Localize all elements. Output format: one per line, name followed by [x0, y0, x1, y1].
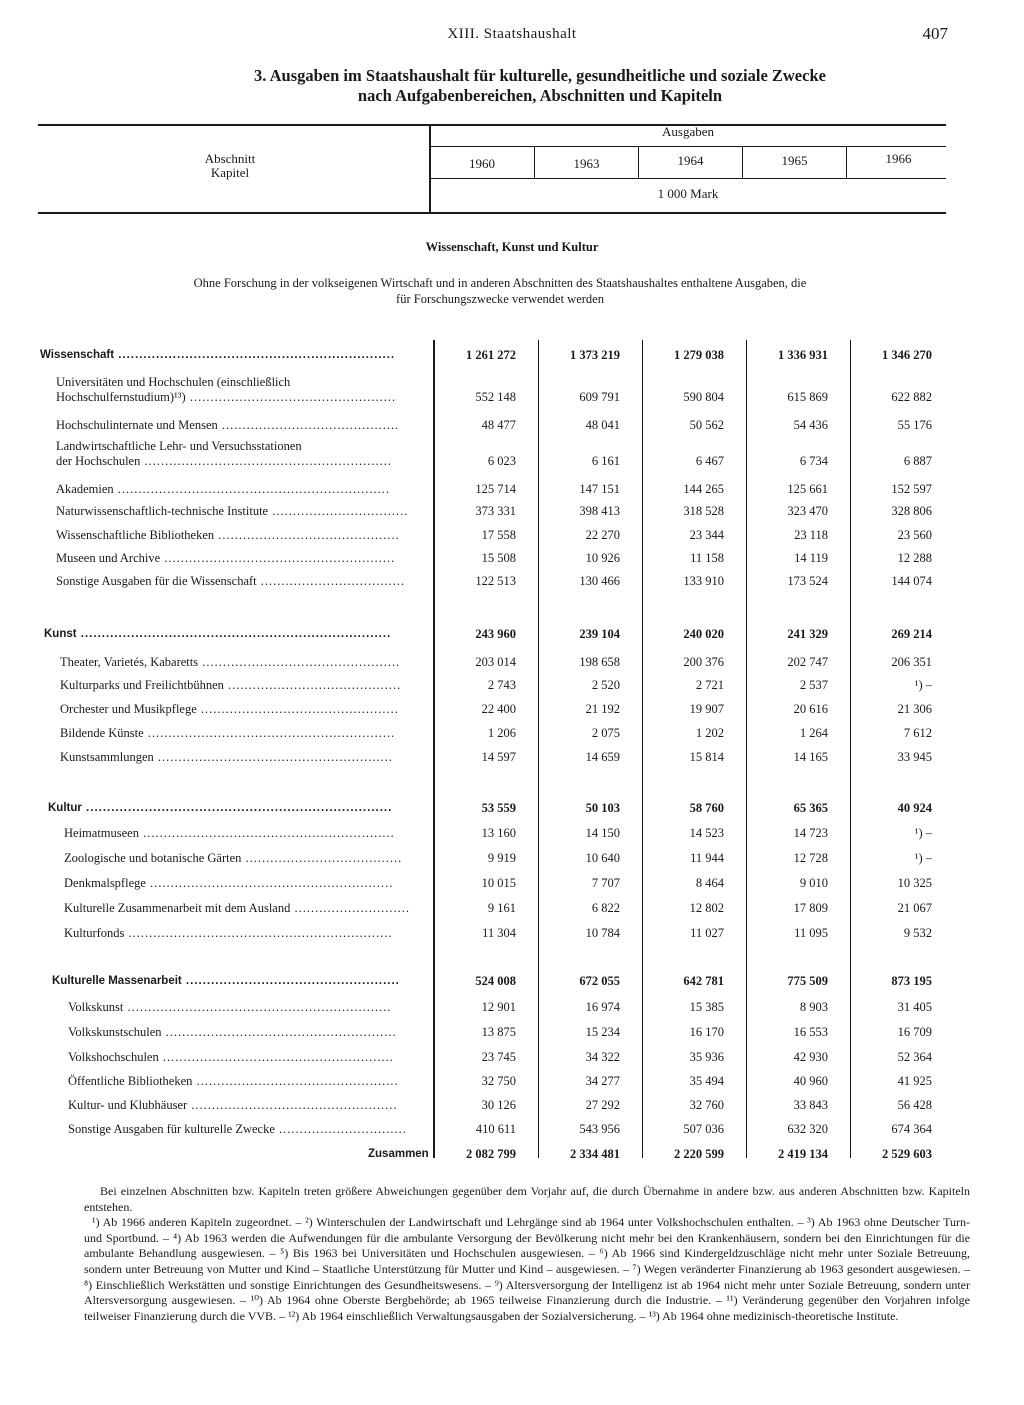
- value-cell: ¹) –: [914, 678, 932, 692]
- row-label-text: Kulturelle Massenarbeit: [52, 975, 182, 987]
- value-cell: 12 802: [689, 901, 724, 915]
- value-cell: 775 509: [787, 974, 828, 988]
- value-cell: 203 014: [475, 655, 516, 669]
- value-cell: 200 376: [683, 655, 724, 669]
- leader-dots: ......................................: [241, 851, 403, 865]
- value-cell: 11 158: [690, 551, 724, 565]
- value-cell: 56 428: [897, 1098, 932, 1112]
- section-note-line-1: Ohne Forschung in der volkseigenen Wirtschaft und in anderen Abschnitten des Staatshaushaltes enthaltene Ausgaben, die: [193, 276, 807, 290]
- value-cell: 239 104: [579, 627, 620, 641]
- value-cell: 609 791: [579, 390, 620, 404]
- row-label-text: Heimatmuseen: [64, 826, 139, 840]
- value-cell: 23 745: [481, 1050, 516, 1064]
- table-row: [0, 375, 1024, 404]
- value-cell: 632 320: [787, 1122, 828, 1136]
- table-row-subtotal: [0, 344, 1024, 366]
- value-cell: 524 008: [475, 974, 516, 988]
- value-cell: 6 734: [799, 454, 828, 468]
- row-label-text: Sonstige Ausgaben für die Wissenschaft: [56, 574, 257, 588]
- value-cell: 32 760: [689, 1098, 724, 1112]
- value-cell: 14 597: [481, 750, 516, 764]
- value-cell: 240 020: [683, 627, 724, 641]
- value-cell: 672 055: [579, 974, 620, 988]
- leader-dots: .............................................................: [138, 826, 395, 840]
- value-cell: 14 165: [793, 750, 828, 764]
- row-label-text: Kulturparks und Freilichtbühnen: [60, 678, 224, 692]
- value-cell: 6 161: [591, 454, 620, 468]
- leader-dots: ............................................: [214, 528, 400, 542]
- row-label: [64, 876, 393, 891]
- value-cell: 323 470: [787, 504, 828, 518]
- value-cell: 198 658: [579, 655, 620, 669]
- value-cell: 6 822: [591, 901, 620, 915]
- group-rule: [430, 146, 946, 147]
- value-cell: 410 611: [475, 1122, 516, 1136]
- table-row-subtotal: [0, 623, 1024, 645]
- value-cell: 7 612: [903, 726, 932, 740]
- value-cell: 147 151: [579, 482, 620, 496]
- value-cell: 1 264: [799, 726, 828, 740]
- value-cell: 2 537: [799, 678, 828, 692]
- value-cell: 14 523: [689, 826, 724, 840]
- value-cell: 15 814: [689, 750, 724, 764]
- row-label-text: Wissenschaftliche Bibliotheken: [56, 528, 215, 542]
- value-cell: 31 405: [897, 1000, 932, 1014]
- value-cell: 17 809: [793, 901, 828, 915]
- value-cell: 11 304: [482, 926, 516, 940]
- table-title-line-1: 3. Ausgaben im Staatshaushalt für kulturelle, gesundheitliche und soziale Zwecke: [254, 66, 826, 85]
- value-cell: 15 385: [689, 1000, 724, 1014]
- row-label: [56, 574, 405, 589]
- row-label-text: Kultur- und Klubhäuser: [68, 1098, 188, 1112]
- value-cell: 34 277: [585, 1074, 620, 1088]
- value-cell: 9 532: [903, 926, 932, 940]
- value-cell: 674 364: [891, 1122, 932, 1136]
- table-row: [0, 847, 1024, 869]
- value-cell: 2 334 481: [570, 1147, 620, 1161]
- value-cell: 40 960: [793, 1074, 828, 1088]
- table-row: [0, 996, 1024, 1018]
- year-heading: 1966: [885, 151, 912, 166]
- leader-dots: ...................................................: [181, 975, 400, 987]
- table-row: [0, 722, 1024, 744]
- row-label-text: Öffentliche Bibliotheken: [68, 1074, 193, 1088]
- value-cell: 35 494: [689, 1074, 724, 1088]
- row-label: [52, 974, 400, 989]
- value-cell: 1 373 219: [570, 348, 620, 362]
- row-label-text: Museen und Archive: [56, 551, 161, 565]
- value-cell: 16 709: [897, 1025, 932, 1039]
- value-cell: 398 413: [579, 504, 620, 518]
- value-cell: 33 843: [793, 1098, 828, 1112]
- value-cell: 23 560: [897, 528, 932, 542]
- value-cell: 14 659: [585, 750, 620, 764]
- value-cell: 873 195: [891, 974, 932, 988]
- row-label-text: Kulturfonds: [64, 926, 125, 940]
- unit-heading: 1 000 Mark: [657, 186, 719, 201]
- leader-dots: ................................................: [196, 702, 399, 716]
- row-label-text: Hochschulinternate und Mensen: [56, 418, 218, 432]
- value-cell: 23 344: [689, 528, 724, 542]
- row-label: [64, 851, 402, 866]
- row-label: [60, 702, 399, 717]
- value-cell: 622 882: [891, 390, 932, 404]
- value-cell: 53 559: [481, 801, 516, 815]
- value-cell: ¹) –: [914, 851, 932, 865]
- row-label-text: Zoologische und botanische Gärten: [64, 851, 242, 865]
- header-bottom-rule: [38, 212, 946, 214]
- table-row: [0, 414, 1024, 436]
- row-label-text: Denkmalspflege: [64, 876, 146, 890]
- leader-dots: ........................................................: [160, 551, 396, 565]
- running-title: XIII. Staatshaushalt: [447, 26, 577, 42]
- value-cell: 21 306: [897, 702, 932, 716]
- row-label: [68, 1025, 397, 1040]
- table-row: [0, 698, 1024, 720]
- value-cell: 30 126: [481, 1098, 516, 1112]
- value-cell: 35 936: [689, 1050, 724, 1064]
- value-cell: 122 513: [475, 574, 516, 588]
- value-cell: 10 926: [585, 551, 620, 565]
- value-cell: 8 464: [695, 876, 724, 890]
- row-label-text: Zusammen: [368, 1148, 429, 1160]
- value-cell: 2 082 799: [466, 1147, 516, 1161]
- row-label-text: Kultur: [48, 802, 82, 814]
- value-cell: 14 119: [794, 551, 828, 565]
- leader-dots: ................................................................: [124, 926, 393, 940]
- group-heading: Ausgaben: [662, 124, 714, 139]
- value-cell: 11 027: [690, 926, 724, 940]
- value-cell: 6 023: [487, 454, 516, 468]
- value-cell: 22 400: [481, 702, 516, 716]
- value-cell: 15 234: [585, 1025, 620, 1039]
- value-cell: 50 103: [585, 801, 620, 815]
- value-cell: 11 944: [690, 851, 724, 865]
- leader-dots: ..........................................................................: [76, 628, 392, 640]
- value-cell: 2 419 134: [778, 1147, 828, 1161]
- row-label: [56, 504, 408, 519]
- row-label-line-2: der Hochschulen: [56, 454, 141, 468]
- value-cell: 10 640: [585, 851, 620, 865]
- row-label: [60, 726, 395, 741]
- row-label-text: Naturwissenschaftlich-technische Institute: [56, 504, 269, 518]
- value-cell: 65 365: [793, 801, 828, 815]
- value-cell: 1 206: [487, 726, 516, 740]
- years-rule: [430, 178, 946, 179]
- value-cell: 16 170: [689, 1025, 724, 1039]
- leader-dots: .........................................................: [153, 750, 393, 764]
- section-note-line-2: für Forschungszwecke verwendet werden: [396, 292, 604, 306]
- value-cell: 41 925: [897, 1074, 932, 1088]
- value-cell: 1 279 038: [674, 348, 724, 362]
- row-label: [60, 750, 393, 765]
- value-cell: 2 721: [695, 678, 724, 692]
- row-label-line-1: Universitäten und Hochschulen (einschließlich: [56, 375, 291, 389]
- table-row: [0, 922, 1024, 944]
- year-heading: 1960: [469, 156, 495, 171]
- footnote-intro: Bei einzelnen Abschnitten bzw. Kapiteln treten größere Abweichungen gegenüber dem Vorjahr auf, die durch Übernahme in andere bzw. aus anderen Abschnitten bzw. Kapiteln entstehen.: [84, 1184, 970, 1214]
- row-label-text: Kunst: [44, 628, 77, 640]
- value-cell: 14 150: [585, 826, 620, 840]
- row-label: [48, 801, 392, 816]
- value-cell: 6 887: [903, 454, 932, 468]
- value-cell: 22 270: [585, 528, 620, 542]
- leader-dots: ................................................................: [123, 1000, 392, 1014]
- value-cell: 2 520: [591, 678, 620, 692]
- row-label: [56, 439, 392, 469]
- value-cell: 48 477: [481, 418, 516, 432]
- row-label: [56, 418, 399, 433]
- value-cell: 54 436: [793, 418, 828, 432]
- footnotes: [84, 1184, 970, 1324]
- value-cell: 16 553: [793, 1025, 828, 1039]
- table-row: [0, 822, 1024, 844]
- row-label-text: Orchester und Musikpflege: [60, 702, 197, 716]
- leader-dots: ........................................................: [161, 1025, 397, 1039]
- row-label: [56, 375, 396, 405]
- year-heading: 1965: [781, 153, 808, 168]
- table-row: [0, 524, 1024, 546]
- table-row: [0, 651, 1024, 673]
- leader-dots: ................................................: [198, 655, 401, 669]
- table-row-subtotal: [0, 1143, 1024, 1165]
- row-label-text: Bildende Künste: [60, 726, 144, 740]
- value-cell: 144 074: [891, 574, 932, 588]
- year-heading: 1963: [573, 156, 600, 171]
- row-label-text: Kunstsammlungen: [60, 750, 154, 764]
- leader-dots: ...........................................: [217, 418, 400, 432]
- value-cell: 32 750: [481, 1074, 516, 1088]
- value-cell: 14 723: [793, 826, 828, 840]
- leader-dots: ...........................................................: [145, 876, 394, 890]
- leader-dots: .................................................: [192, 1074, 399, 1088]
- value-cell: 8 903: [799, 1000, 828, 1014]
- value-cell: 12 728: [793, 851, 828, 865]
- row-label-text: Akademien: [56, 482, 114, 496]
- value-cell: 590 804: [683, 390, 724, 404]
- row-label: [44, 627, 391, 642]
- row-label-text: Sonstige Ausgaben für kulturelle Zwecke: [68, 1122, 275, 1136]
- table-row: [0, 439, 1024, 468]
- value-cell: 1 261 272: [466, 348, 516, 362]
- value-cell: 12 901: [481, 1000, 516, 1014]
- value-cell: 42 930: [793, 1050, 828, 1064]
- value-cell: 373 331: [475, 504, 516, 518]
- value-cell: 50 562: [689, 418, 724, 432]
- table-row: [0, 547, 1024, 569]
- table-row: [0, 1070, 1024, 1092]
- value-cell: 2 743: [487, 678, 516, 692]
- value-cell: 543 956: [579, 1122, 620, 1136]
- row-label-text: Wissenschaft: [40, 349, 115, 361]
- value-cell: 58 760: [689, 801, 724, 815]
- leader-dots: ..................................................................: [114, 349, 396, 361]
- row-label: [68, 1122, 407, 1137]
- row-label: [68, 1000, 391, 1015]
- leader-dots: .........................................................................: [81, 802, 393, 814]
- value-cell: 133 910: [683, 574, 724, 588]
- row-label: [68, 1050, 394, 1065]
- table-row-subtotal: [0, 797, 1024, 819]
- value-cell: 10 325: [897, 876, 932, 890]
- value-cell: 1 346 270: [882, 348, 932, 362]
- section-title: Wissenschaft, Kunst und Kultur: [425, 240, 599, 254]
- value-cell: 15 508: [481, 551, 516, 565]
- leader-dots: ............................................................: [143, 726, 396, 740]
- leader-dots: ..................................................................: [113, 482, 390, 496]
- row-label: [64, 826, 395, 841]
- value-cell: 125 661: [787, 482, 828, 496]
- value-cell: 19 907: [689, 702, 724, 716]
- value-cell: 9 010: [799, 876, 828, 890]
- row-label: [64, 926, 393, 941]
- row-label-text: Kulturelle Zusammenarbeit mit dem Ausland: [64, 901, 291, 915]
- value-cell: 20 616: [793, 702, 828, 716]
- value-cell: 152 597: [891, 482, 932, 496]
- value-cell: 11 095: [794, 926, 828, 940]
- leader-dots: ...................................: [256, 574, 406, 588]
- row-label: [60, 655, 400, 670]
- value-cell: 241 329: [787, 627, 828, 641]
- value-cell: 9 919: [487, 851, 516, 865]
- table-row: [0, 872, 1024, 894]
- value-cell: 33 945: [897, 750, 932, 764]
- leader-dots: ..........................................: [223, 678, 402, 692]
- value-cell: 125 714: [475, 482, 516, 496]
- value-cell: 21 192: [585, 702, 620, 716]
- value-cell: 615 869: [787, 390, 828, 404]
- value-cell: 17 558: [481, 528, 516, 542]
- table-row: [0, 1021, 1024, 1043]
- value-cell: 507 036: [683, 1122, 724, 1136]
- row-label-line-2: Hochschulfernstudium)¹³): [56, 390, 186, 404]
- value-cell: 6 467: [695, 454, 724, 468]
- table-row: [0, 897, 1024, 919]
- row-label-text: Theater, Varietés, Kabaretts: [60, 655, 199, 669]
- value-cell: 269 214: [891, 627, 932, 641]
- row-label: [56, 482, 390, 497]
- leader-dots: ..................................................: [187, 1098, 398, 1112]
- leader-dots: ........................................................: [158, 1050, 394, 1064]
- value-cell: 642 781: [683, 974, 724, 988]
- leader-dots: ...............................: [274, 1122, 407, 1136]
- value-cell: ¹) –: [914, 826, 932, 840]
- row-label: [56, 551, 395, 566]
- table-row-subtotal: [0, 970, 1024, 992]
- value-cell: 23 118: [794, 528, 828, 542]
- table-row: [0, 674, 1024, 696]
- value-cell: 202 747: [787, 655, 828, 669]
- value-cell: 206 351: [891, 655, 932, 669]
- row-label-line-1: Landwirtschaftliche Lehr- und Versuchsstationen: [56, 439, 302, 453]
- value-cell: 7 707: [591, 876, 620, 890]
- footnote-text: ¹) Ab 1966 anderen Kapiteln zugeordnet. – ²) Winterschulen der Landwirtschaft und Lehrgänge sind ab 1964 unter Volkshochschulen enthalten. – ³) Ab 1963 ohne Deutscher Turn- und Sportbund. – ⁴) Ab 1963 werden die Aufwendungen für die ambulante Versorgung der Bevölkerung nicht mehr bei den Krankenhäusern, sondern bei den Einrichtungen für die ambulante Behandlung ausgewiesen. – ⁵) Bis 1963 bei Universitäten und Hochschulen ausgewiesen. – ⁶) Ab 1966 sind Kindergeldzuschläge nicht mehr unter Soziale Betreuung, sondern unter Betreuung von Mutter und Kind – Staatliche Unterstützung für Mutter und Kind – ausgewiesen. – ⁷) Wegen veränderter Finanzierung ab 1963 gesondert ausgewiesen. – ⁸) Einschließlich Werkstätten und sonstige Einrichtungen des Gesundheitswesens. – ⁹) Altersversorgung der Intelligenz ist ab 1964 nicht mehr unter Soziale Betreuung, sondern unter Altersversorgung ausgewiesen. – ¹⁰) Ab 1964 ohne Oberste Bergbehörde; ab 1965 teilweise Finanzierung durch die Industrie. – ¹¹) Veränderung gegenüber den Vorjahren infolge teilweiser Finanzierung durch die VVB. – ¹²) Ab 1964 einschließlich Verwaltungsausgaben der Sozialversicherung. – ¹³) Ab 1964 ohne medizinisch-theoretische Institute.: [84, 1215, 970, 1323]
- value-cell: 27 292: [585, 1098, 620, 1112]
- table-row: [0, 1094, 1024, 1116]
- row-label: [60, 678, 401, 693]
- leader-dots: ..................................................: [185, 390, 397, 404]
- row-label: [56, 528, 400, 543]
- value-cell: 55 176: [897, 418, 932, 432]
- value-cell: 21 067: [897, 901, 932, 915]
- table-row: [0, 500, 1024, 522]
- value-cell: 52 364: [897, 1050, 932, 1064]
- table-row: [0, 1046, 1024, 1068]
- value-cell: 144 265: [683, 482, 724, 496]
- table-row: [0, 478, 1024, 500]
- leader-dots: ............................: [290, 901, 410, 915]
- row-label-text: Volkskunstschulen: [68, 1025, 162, 1039]
- value-cell: 2 529 603: [882, 1147, 932, 1161]
- value-cell: 10 015: [481, 876, 516, 890]
- value-cell: 328 806: [891, 504, 932, 518]
- value-cell: 13 160: [481, 826, 516, 840]
- value-cell: 9 161: [487, 901, 516, 915]
- value-cell: 12 288: [897, 551, 932, 565]
- table-row: [0, 746, 1024, 768]
- value-cell: 552 148: [475, 390, 516, 404]
- value-cell: 34 322: [585, 1050, 620, 1064]
- page-number: 407: [922, 24, 948, 43]
- value-cell: 173 524: [787, 574, 828, 588]
- year-heading: 1964: [677, 153, 704, 168]
- table-row: [0, 570, 1024, 592]
- stub-heading-abschnitt: Abschnitt: [204, 151, 256, 166]
- value-cell: 1 336 931: [778, 348, 828, 362]
- table-title-line-2: nach Aufgabenbereichen, Abschnitten und Kapiteln: [357, 86, 723, 105]
- value-cell: 40 924: [897, 801, 932, 815]
- leader-dots: ............................................................: [140, 454, 392, 468]
- value-cell: 13 875: [481, 1025, 516, 1039]
- leader-dots: .................................: [268, 504, 409, 518]
- value-cell: 243 960: [475, 627, 516, 641]
- stub-heading-kapitel: Kapitel: [210, 165, 250, 180]
- row-label-text: Volkshochschulen: [68, 1050, 159, 1064]
- value-cell: 48 041: [585, 418, 620, 432]
- row-label: [64, 901, 410, 916]
- value-cell: 130 466: [579, 574, 620, 588]
- value-cell: 16 974: [585, 1000, 620, 1014]
- value-cell: 2 220 599: [674, 1147, 724, 1161]
- value-cell: 318 528: [683, 504, 724, 518]
- table-row: [0, 1118, 1024, 1140]
- row-label: [40, 348, 395, 363]
- row-label: [68, 1098, 398, 1113]
- value-cell: 1 202: [695, 726, 724, 740]
- value-cell: 10 784: [585, 926, 620, 940]
- row-label-text: Volkskunst: [68, 1000, 124, 1014]
- row-label: [68, 1074, 399, 1089]
- value-cell: 2 075: [591, 726, 620, 740]
